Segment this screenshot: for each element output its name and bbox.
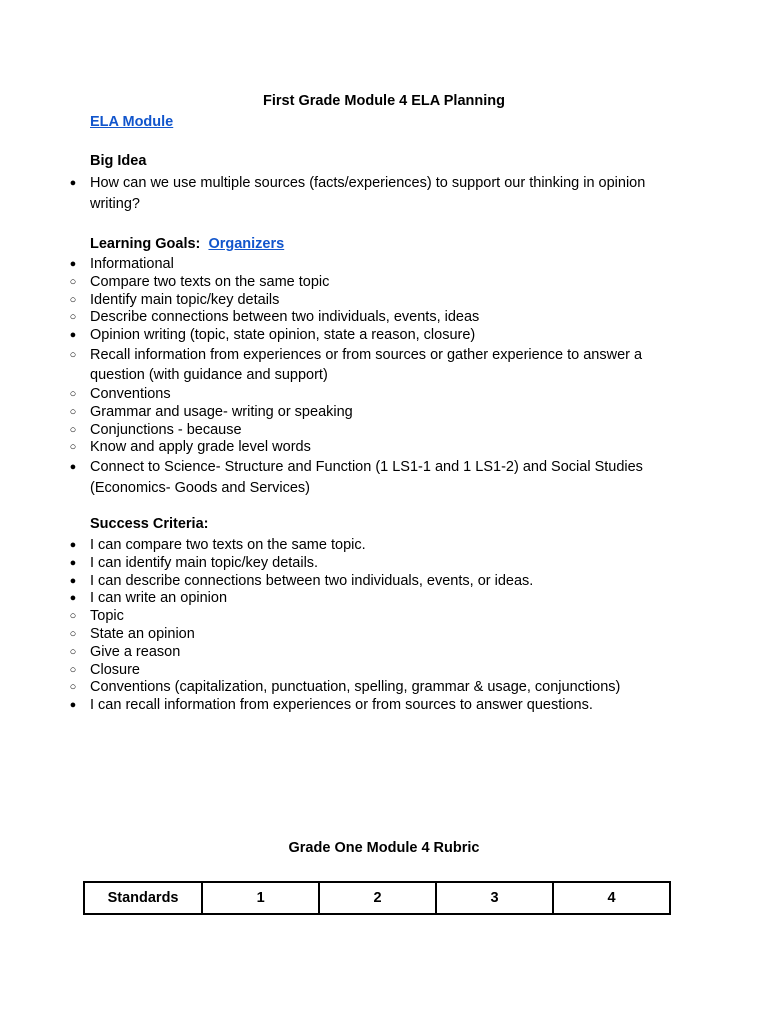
list-item <box>0 404 768 422</box>
organizers-link[interactable]: Organizers <box>208 236 285 252</box>
learning-goals-label: Learning Goals: <box>90 236 201 252</box>
list-item <box>0 644 768 662</box>
list-item-text: I can identify main topic/key details. <box>90 554 319 571</box>
list-item-text: Describe connections between two individuals, events, ideas <box>90 309 480 326</box>
list-item-text: I can write an opinion <box>90 590 228 607</box>
bullet-icon: ○ <box>69 387 77 400</box>
list-item-text: Conventions (capitalization, punctuation, spelling, grammar & usage, conjunctions) <box>90 679 621 696</box>
bullet-icon: ○ <box>69 441 77 454</box>
table-header-cell: 1 <box>202 882 319 914</box>
bullet-icon: ○ <box>69 275 77 288</box>
bullet-icon: ● <box>69 699 77 712</box>
bullet-icon: ○ <box>69 645 77 658</box>
list-item <box>0 457 768 498</box>
list-item <box>0 274 768 292</box>
list-item <box>0 386 768 404</box>
bullet-icon: ○ <box>69 610 77 623</box>
list-item <box>0 537 768 555</box>
list-item-text: Conjunctions - because <box>90 421 242 438</box>
list-item-text: Opinion writing (topic, state opinion, state a reason, closure) <box>90 327 476 344</box>
list-item-text: I can recall information from experiences or from sources to answer questions. <box>90 697 593 714</box>
learning-goals-heading <box>90 236 284 252</box>
list-item <box>0 327 768 345</box>
list-item <box>0 439 768 457</box>
list-item-text: Grammar and usage- writing or speaking <box>90 403 353 420</box>
bullet-icon: ○ <box>69 293 77 306</box>
list-item-text: Compare two texts on the same topic <box>90 273 330 290</box>
list-item-text: Know and apply grade level words <box>90 439 311 456</box>
list-item <box>0 555 768 573</box>
bullet-icon: ● <box>69 258 77 270</box>
bullet-icon: ○ <box>69 311 77 324</box>
list-item <box>0 590 768 608</box>
table-header-cell: Standards <box>84 882 202 914</box>
table-header-cell: 2 <box>319 882 436 914</box>
list-item-text: Give a reason <box>90 643 181 660</box>
list-item-text: How can we use multiple sources (facts/experiences) to support our thinking in opinion writing? <box>90 175 646 212</box>
list-item <box>0 608 768 626</box>
list-item-text: Recall information from experiences or from sources or gather experience to answer a question (with guidance and support) <box>90 346 643 384</box>
bullet-icon: ○ <box>69 627 77 640</box>
ela-module-link[interactable]: ELA Module <box>90 114 174 130</box>
list-item <box>0 679 768 697</box>
big-idea-list <box>0 173 768 214</box>
bullet-icon: ● <box>69 461 77 474</box>
bullet-icon: ● <box>69 556 77 569</box>
bullet-icon: ● <box>69 592 77 605</box>
learning-goals-list <box>0 256 768 498</box>
document-title: First Grade Module 4 ELA Planning <box>263 93 505 109</box>
bullet-icon: ○ <box>69 423 77 436</box>
success-criteria-heading: Success Criteria: <box>90 516 209 532</box>
list-item <box>0 662 768 680</box>
bullet-icon: ○ <box>69 348 77 361</box>
list-item-text: I can compare two texts on the same topic. <box>90 537 366 553</box>
list-item-text: Informational <box>90 256 174 272</box>
bullet-icon: ● <box>69 574 77 587</box>
list-item-text: I can describe connections between two individuals, events, or ideas. <box>90 572 534 589</box>
list-item-text: Closure <box>90 661 140 678</box>
table-header-row <box>84 882 670 914</box>
list-item <box>0 309 768 327</box>
list-item <box>0 345 768 386</box>
bullet-icon: ○ <box>69 663 77 676</box>
big-idea-heading: Big Idea <box>90 153 147 169</box>
bullet-icon: ● <box>69 329 77 342</box>
list-item-text: Identify main topic/key details <box>90 291 280 308</box>
list-item <box>0 173 768 214</box>
list-item <box>0 292 768 310</box>
list-item <box>0 573 768 591</box>
rubric-table <box>83 881 671 915</box>
rubric-title: Grade One Module 4 Rubric <box>288 840 480 856</box>
list-item-text: Connect to Science- Structure and Function (1 LS1-1 and 1 LS1-2) and Social Studies (Economics- Goods and Services) <box>90 459 643 496</box>
list-item <box>0 256 768 274</box>
list-item <box>0 626 768 644</box>
list-item <box>0 422 768 440</box>
bullet-icon: ● <box>69 177 77 189</box>
success-criteria-list <box>0 537 768 715</box>
bullet-icon: ○ <box>69 681 77 694</box>
list-item-text: State an opinion <box>90 625 195 642</box>
list-item-text: Topic <box>90 608 124 625</box>
table-header-cell: 3 <box>436 882 553 914</box>
bullet-icon: ○ <box>69 405 77 418</box>
bullet-icon: ● <box>69 539 77 551</box>
list-item-text: Conventions <box>90 385 171 402</box>
table-header-cell: 4 <box>553 882 670 914</box>
list-item <box>0 697 768 715</box>
